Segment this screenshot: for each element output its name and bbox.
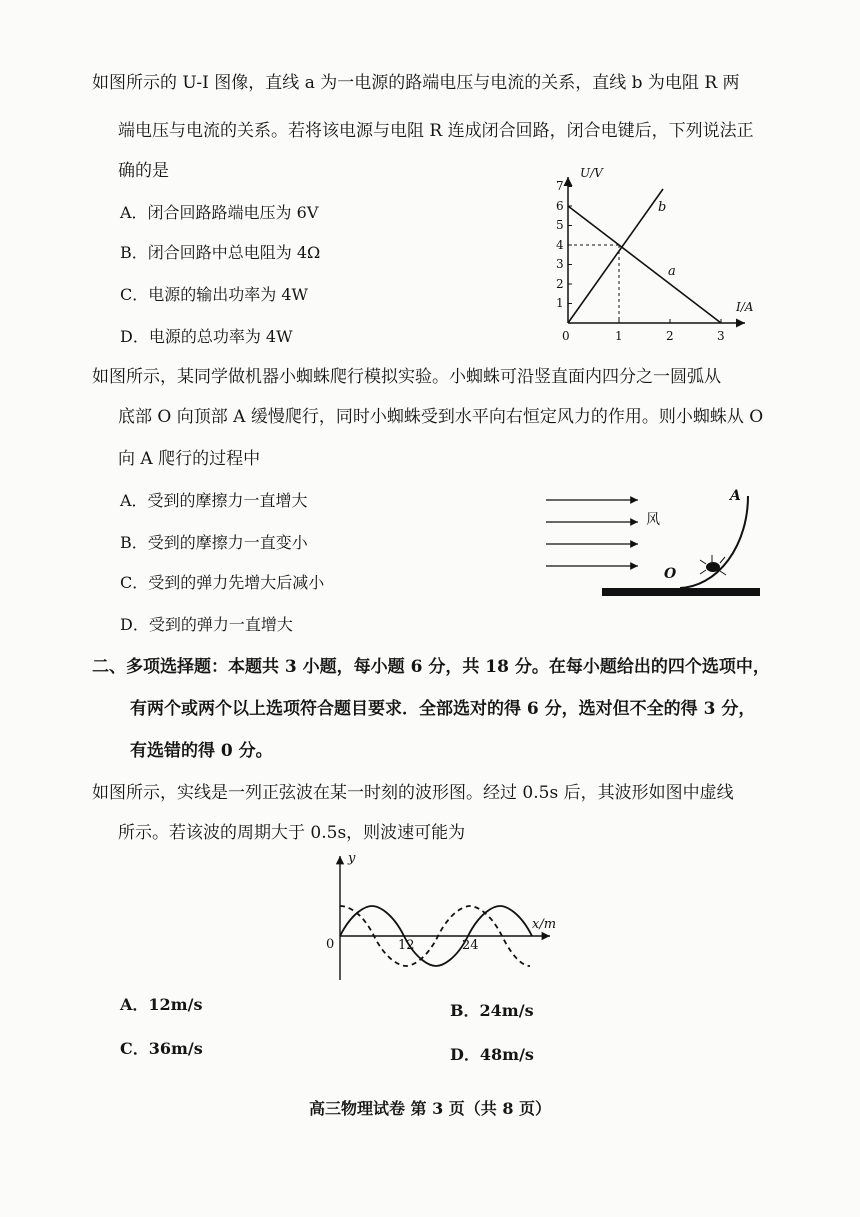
q7-option-c[interactable]: C．受到的弹力先增大后减小 <box>120 573 325 592</box>
q7-line-3: 向 A 爬行的过程中 <box>118 449 261 469</box>
y-tick-4: 4 <box>556 238 564 252</box>
tick-24: 24 <box>462 938 479 953</box>
y-tick-3: 3 <box>556 257 564 271</box>
q6-line-1: 如图所示的 U-I 图像，直线 a 为一电源的路端电压与电流的关系，直线 b 为电阻 R 两 <box>92 73 740 93</box>
q8-option-a[interactable]: A．12m/s <box>120 995 203 1014</box>
x-tick-2: 2 <box>666 329 674 343</box>
q6-option-b[interactable]: B．闭合回路中总电阻为 4Ω <box>120 243 321 262</box>
i-axis-label: I/A <box>736 300 754 314</box>
point-a-label: A <box>730 488 741 504</box>
q6-line-3: 确的是 <box>118 161 169 181</box>
q8-option-c[interactable]: C．36m/s <box>120 1039 203 1058</box>
wind-label: 风 <box>646 512 660 528</box>
q7-option-d[interactable]: D．受到的弹力一直增大 <box>120 615 293 634</box>
line-b <box>568 189 663 323</box>
tick-12: 12 <box>398 938 415 953</box>
origin-label: 0 <box>326 937 335 952</box>
spider-icon <box>700 555 726 575</box>
y-tick-labels <box>556 179 564 310</box>
line-a <box>568 206 721 323</box>
q6-ui-graph <box>540 165 770 350</box>
q6-option-c[interactable]: C．电源的输出功率为 4W <box>120 285 308 304</box>
y-tick-2: 2 <box>556 277 564 291</box>
y-tick-6: 6 <box>556 199 564 213</box>
section2-line-3: 有选错的得 0 分。 <box>130 741 273 761</box>
q7-line-2: 底部 O 向顶部 A 缓慢爬行，同时小蜘蛛受到水平向右恒定风力的作用。则小蜘蛛从 O <box>118 407 764 427</box>
x-label: x/m <box>532 917 557 932</box>
x-tick-labels <box>562 329 725 343</box>
y-label: y <box>348 851 356 866</box>
y-tick-5: 5 <box>556 218 564 232</box>
q8-wave-figure <box>318 848 568 988</box>
q7-option-a[interactable]: A．受到的摩擦力一直增大 <box>120 491 308 510</box>
ground <box>602 588 760 596</box>
y-tick-7: 7 <box>556 179 564 193</box>
line-a-label: a <box>668 264 676 279</box>
u-axis-label: U/V <box>580 166 603 180</box>
page-footer: 高三物理试卷 第 3 页（共 8 页） <box>308 1099 552 1118</box>
q8-option-b[interactable]: B．24m/s <box>450 1001 534 1020</box>
q6-line-2: 端电压与电流的关系。若将该电源与电阻 R 连成闭合回路，闭合电键后，下列说法正 <box>118 121 754 141</box>
section2-line-2: 有两个或两个以上选项符合题目要求．全部选对的得 6 分，选对但不全的得 3 分， <box>130 699 756 719</box>
q7-spider-figure <box>540 478 765 603</box>
quarter-arc <box>680 496 748 588</box>
origin-label: 0 <box>562 329 570 343</box>
q6-option-a[interactable]: A．闭合回路路端电压为 6V <box>120 203 319 222</box>
y-tick-1: 1 <box>556 296 564 310</box>
section2-line-1: 二、多项选择题：本题共 3 小题，每小题 6 分，共 18 分。在每小题给出的四个选项中， <box>92 657 770 677</box>
q8-option-d[interactable]: D．48m/s <box>450 1045 534 1064</box>
line-b-label: b <box>658 200 667 215</box>
q6-option-d[interactable]: D．电源的总功率为 4W <box>120 327 293 346</box>
wind-arrows <box>546 500 638 566</box>
q8-line-1: 如图所示，实线是一列正弦波在某一时刻的波形图。经过 0.5s 后，其波形如图中虚线 <box>92 783 734 803</box>
x-tick-1: 1 <box>615 329 623 343</box>
q7-line-1: 如图所示，某同学做机器小蜘蛛爬行模拟实验。小蜘蛛可沿竖直面内四分之一圆弧从 <box>92 367 721 387</box>
q7-option-b[interactable]: B．受到的摩擦力一直变小 <box>120 533 308 552</box>
point-o-label: O <box>664 566 677 582</box>
x-tick-3: 3 <box>717 329 725 343</box>
q8-line-2: 所示。若该波的周期大于 0.5s，则波速可能为 <box>118 823 466 843</box>
